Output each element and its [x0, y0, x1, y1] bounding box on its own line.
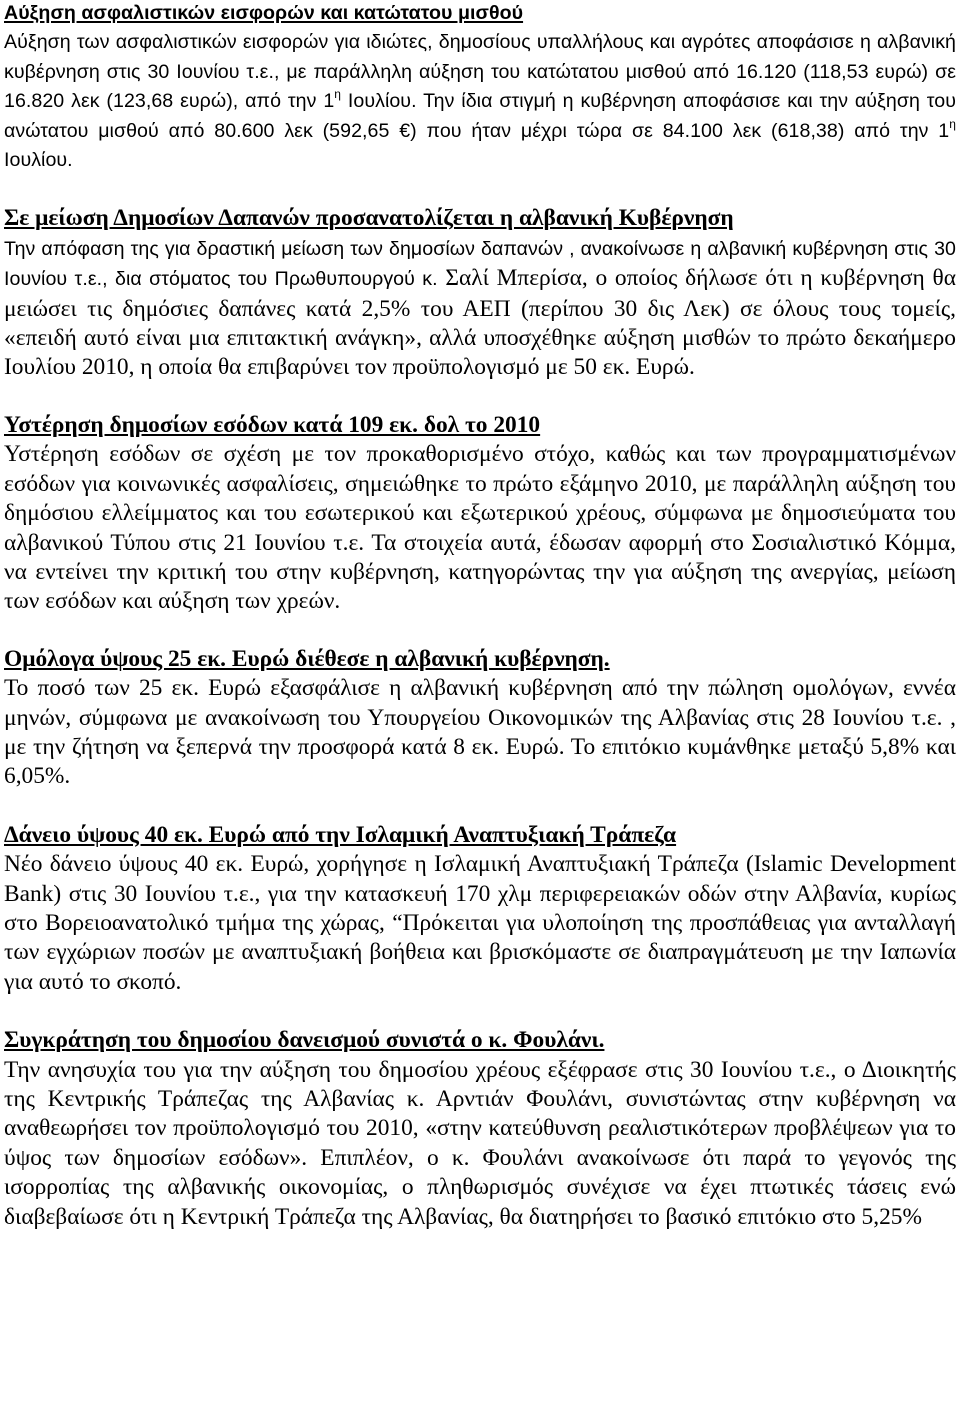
section-body: Την ανησυχία του για την αύξηση του δημοσίου χρέους εξέφρασε στις 30 Ιουνίου τ.ε., ο Διοικητής της Κεντρικής Τράπεζας της Αλβανίας κ. Αρντιάν Φουλάνι, συνιστώντας στην κυβέρνηση να αναθεωρήσει τον προϋπολογισμό του 2010, «στην κατεύθυνση ρεαλιστικότερων προβλέψεων για το ύψος των δημοσίων εσόδων». Επιπλέον, ο κ. Φουλάνι ανακοίνωσε ότι παρά το γεγονός της ισορροπίας της αλβανικής οικονομίας, ο πληθωρισμός συνέχισε να έχει πτωτικές τάσεις ενώ διαβεβαίωσε ότι η Κεντρική Τράπεζα της Αλβανίας, θα διατηρήσει το βασικό επιτόκιο στο 5,25%	[4, 1056, 956, 1230]
section-bonds	[4, 645, 956, 792]
ordinal-superscript: η	[334, 87, 342, 102]
body-text: Σαλί Μπερίσα, ο οποίος δήλωσε ότι η κυβέρνηση θα μειώσει τις δημόσιες δαπάνες κατά 2,5% του ΑΕΠ (περίπου 30 δις Λεκ) σε όλους τους τομείς, «επειδή αυτό είναι μια επιτακτική ανάγκη», αλλά υποσχέθηκε αύξηση μισθών το πρώτο δεκαήμερο Ιουλίου 2010, η οποία θα επιβαρύνει τον προϋπολογισμό με 50 εκ. Ευρώ.	[4, 265, 956, 381]
section-body	[4, 28, 956, 175]
section-body: Νέο δάνειο ύψους 40 εκ. Ευρώ, χορήγησε η Ισλαμική Αναπτυξιακή Τράπεζα (Islamic Development Bank) στις 30 Ιουνίου τ.ε., για την κατασκευή 170 χλμ περιφερειακών οδών στην Αλβανία, κυρίως στο Βορειοανατολικό τμήμα της χώρας, “Πρόκειται για υλοποίηση της προσπάθειας για ανταλλαγή των εγχώριων ποσών με αναπτυξιακή βοήθεια και βρισκόμαστε σε διαπραγμάτευση με την Ιαπωνία για αυτό το σκοπό.	[4, 851, 956, 995]
section-heading: Αύξηση ασφαλιστικών εισφορών και κατώτατου μισθού	[4, 2, 524, 24]
section-body: Το ποσό των 25 εκ. Ευρώ εξασφάλισε η αλβανική κυβέρνηση από την πώληση ομολόγων, εννέα μηνών, σύμφωνα με ανακοίνωση του Υπουργείου Οικονομικών της Αλβανίας στις 28 Ιουνίου τ.ε. , με την ζήτηση να ξεπερνά την προσφορά κατά 8 εκ. Ευρώ. Το επιτόκιο κυμάνθηκε μεταξύ 5,8% και 6,05%.	[4, 675, 956, 790]
body-text: Ιουλίου.	[4, 149, 73, 172]
section-public-borrowing	[4, 1026, 956, 1232]
section-insurance-contributions	[4, 0, 956, 175]
section-revenue-shortfall	[4, 411, 956, 617]
section-heading: Ομόλογα ύψους 25 εκ. Ευρώ διέθεσε η αλβανική κυβέρνηση.	[4, 645, 610, 672]
section-body	[4, 234, 956, 383]
section-heading: Σε μείωση Δημοσίων Δαπανών προσανατολίζεται η αλβανική Κυβέρνηση	[4, 205, 734, 232]
section-heading: Υστέρηση δημοσίων εσόδων κατά 109 εκ. δολ το 2010	[4, 411, 541, 438]
body-text: Ιουλίου. Την ίδια στιγμή η κυβέρνηση αποφάσισε και την αύξηση του ανώτατου μισθού από 80.600 λεκ (592,65 €) που ήταν μέχρι τώρα σε 84.100 λεκ (618,38) από την 1	[4, 90, 956, 142]
ordinal-superscript: η	[949, 116, 956, 131]
section-islamic-bank-loan	[4, 821, 956, 997]
section-body: Υστέρηση εσόδων σε σχέση με τον προκαθορισμένο στόχο, καθώς και των προγραμματισμένων εσόδων για κοινωνικές ασφαλίσεις, σημειώθηκε το πρώτο εξάμηνο 2010, με παράλληλη αύξηση του δημόσιου ελλείμματος και του εσωτερικού και εξωτερικού χρέους, σύμφωνα με δημοσιεύματα του αλβανικού Τύπου στις 21 Ιουνίου τ.ε. Τα στοιχεία αυτά, έδωσαν αφορμή στο Σοσιαλιστικό Κόμμα, να εντείνει την κριτική του στην κυβέρνηση, κατηγορώντας την για αύξηση της ανεργίας, μείωση των εσόδων και αύξηση των χρεών.	[4, 441, 956, 615]
body-text: Την απόφαση της για δραστική μείωση των δημοσίων δαπανών , ανακοίνωσε η αλβανική κυβέρνηση στις 30 Ιουνίου τ.ε., δια στόματος του Πρωθυπουργού κ.	[4, 237, 956, 291]
section-heading: Συγκράτηση του δημοσίου δανεισμού συνιστά ο κ. Φουλάνι.	[4, 1027, 605, 1054]
section-heading: Δάνειο ύψους 40 εκ. Ευρώ από την Ισλαμική Αναπτυξιακή Τράπεζα	[4, 821, 677, 848]
section-public-spending	[4, 204, 956, 382]
body-text: Αύξηση των ασφαλιστικών εισφορών για ιδιώτες, δημοσίους υπαλλήλους και αγρότες αποφάσισε η αλβανική κυβέρνηση στις 30 Ιουνίου τ.ε., με παράλληλη αύξηση του κατώτατου μισθού από 16.120 (118,53 ευρώ) σε 16.820 λεκ (123,68 ευρώ), από την 1	[4, 31, 956, 113]
